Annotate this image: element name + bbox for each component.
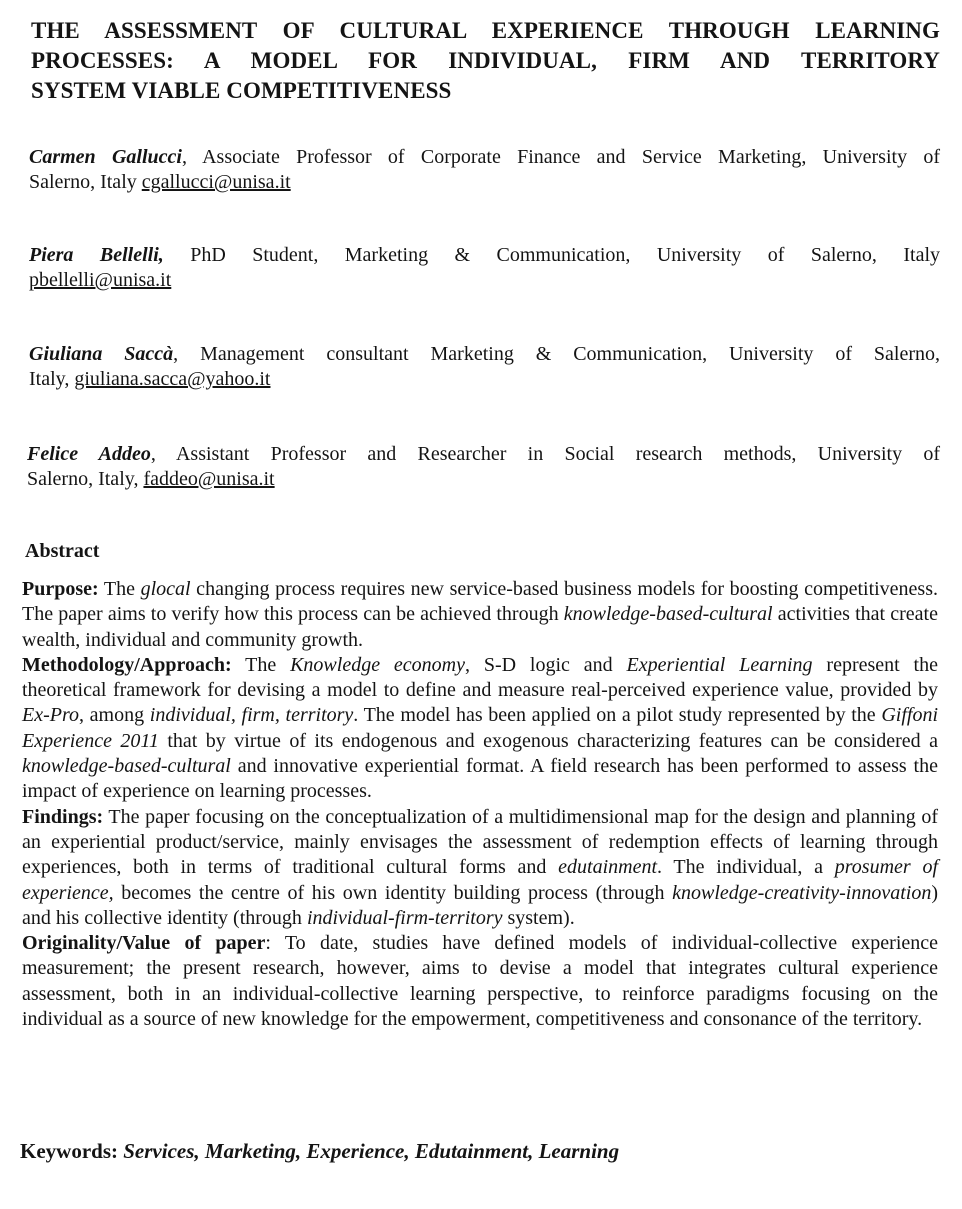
author-name: Piera Bellelli, — [29, 244, 164, 266]
author-block — [29, 145, 940, 195]
author-affiliation-cont: Italy, — [29, 368, 75, 390]
paper-title — [31, 16, 940, 106]
author-name: Carmen Gallucci — [29, 146, 182, 168]
author-email-link[interactable]: pbellelli@unisa.it — [29, 269, 172, 291]
keywords-values: Services, Marketing, Experience, Edutainment, Learning — [118, 1139, 620, 1163]
keywords-label: Keywords: — [20, 1139, 118, 1163]
keywords-line — [20, 1138, 619, 1164]
title-line: THE ASSESSMENT OF CULTURAL EXPERIENCE THROUGH LEARNING — [31, 18, 940, 43]
author-name: Felice Addeo — [27, 443, 151, 465]
author-affiliation-cont: Salerno, Italy — [29, 171, 142, 193]
author-email-link[interactable]: faddeo@unisa.it — [143, 468, 275, 490]
author-affiliation-cont: Salerno, Italy, — [27, 468, 144, 490]
title-line: PROCESSES: A MODEL FOR INDIVIDUAL, FIRM AND TERRITORY — [31, 48, 940, 73]
methodology-label: Methodology/Approach: — [22, 653, 232, 676]
author-affiliation: , Assistant Professor and Researcher in Social research methods, University of — [150, 443, 940, 465]
author-affiliation: PhD Student, Marketing & Communication, University of Salerno, Italy — [163, 244, 941, 266]
abstract-body — [22, 577, 938, 1032]
title-line: SYSTEM VIABLE COMPETITIVENESS — [31, 78, 452, 103]
author-block — [29, 342, 940, 392]
author-affiliation: , Associate Professor of Corporate Finance and Service Marketing, University of — [181, 146, 940, 168]
author-name: Giuliana Saccà — [29, 343, 174, 365]
abstract-purpose: Purpose: The glocal changing process requires new service-based business models for boosting competitiveness. The paper aims to verify how this process can be achieved through knowledge-based-cultural activities that create wealth, individual and community growth. — [22, 578, 939, 651]
abstract-heading: Abstract — [25, 540, 100, 562]
purpose-label: Purpose: — [22, 578, 99, 600]
originality-label: Originality/Value of paper — [22, 932, 266, 955]
abstract-findings: Findings: The paper focusing on the conceptualization of a multidimensional map for the design and planning of an experiential product/service, mainly envisages the assessment of redemption effects of learning through experiences, both in terms of traditional cultural forms and edutainment. The individual, a prosumer of experience, becomes the centre of his own identity building process (through knowledge-creativity-innovation) and his collective identity (through individual-firm-territory system). — [22, 805, 938, 929]
author-affiliation: , Management consultant Marketing & Communication, University of Salerno, — [173, 343, 940, 365]
abstract-originality: Originality/Value of paper: To date, studies have defined models of individual-collective experience measurement; the present research, however, aims to devise a model that integrates cultural experience assessment, both in an individual-collective learning perspective, to reinforce paradigms focusing on the individual as a source of new knowledge for the empowerment, competitiveness and consonance of the territory. — [22, 932, 939, 1031]
author-email-link[interactable]: cgallucci@unisa.it — [141, 171, 291, 193]
author-block — [27, 442, 940, 492]
author-block — [29, 243, 940, 293]
findings-label: Findings: — [22, 805, 104, 828]
abstract-methodology: Methodology/Approach: The Knowledge economy, S-D logic and Experiential Learning represent the theoretical framework for devising a model to define and measure real-perceived experience value, provided by Ex-Pro, among individual, firm, territory. The model has been applied on a pilot study represented by the Giffoni Experience 2011 that by virtue of its endogenous and exogenous characterizing features can be considered a knowledge-based-cultural and innovative experiential format. A field research has been performed to assess the impact of experience on learning processes. — [22, 653, 938, 803]
author-email-link[interactable]: giuliana.sacca@yahoo.it — [74, 368, 271, 390]
